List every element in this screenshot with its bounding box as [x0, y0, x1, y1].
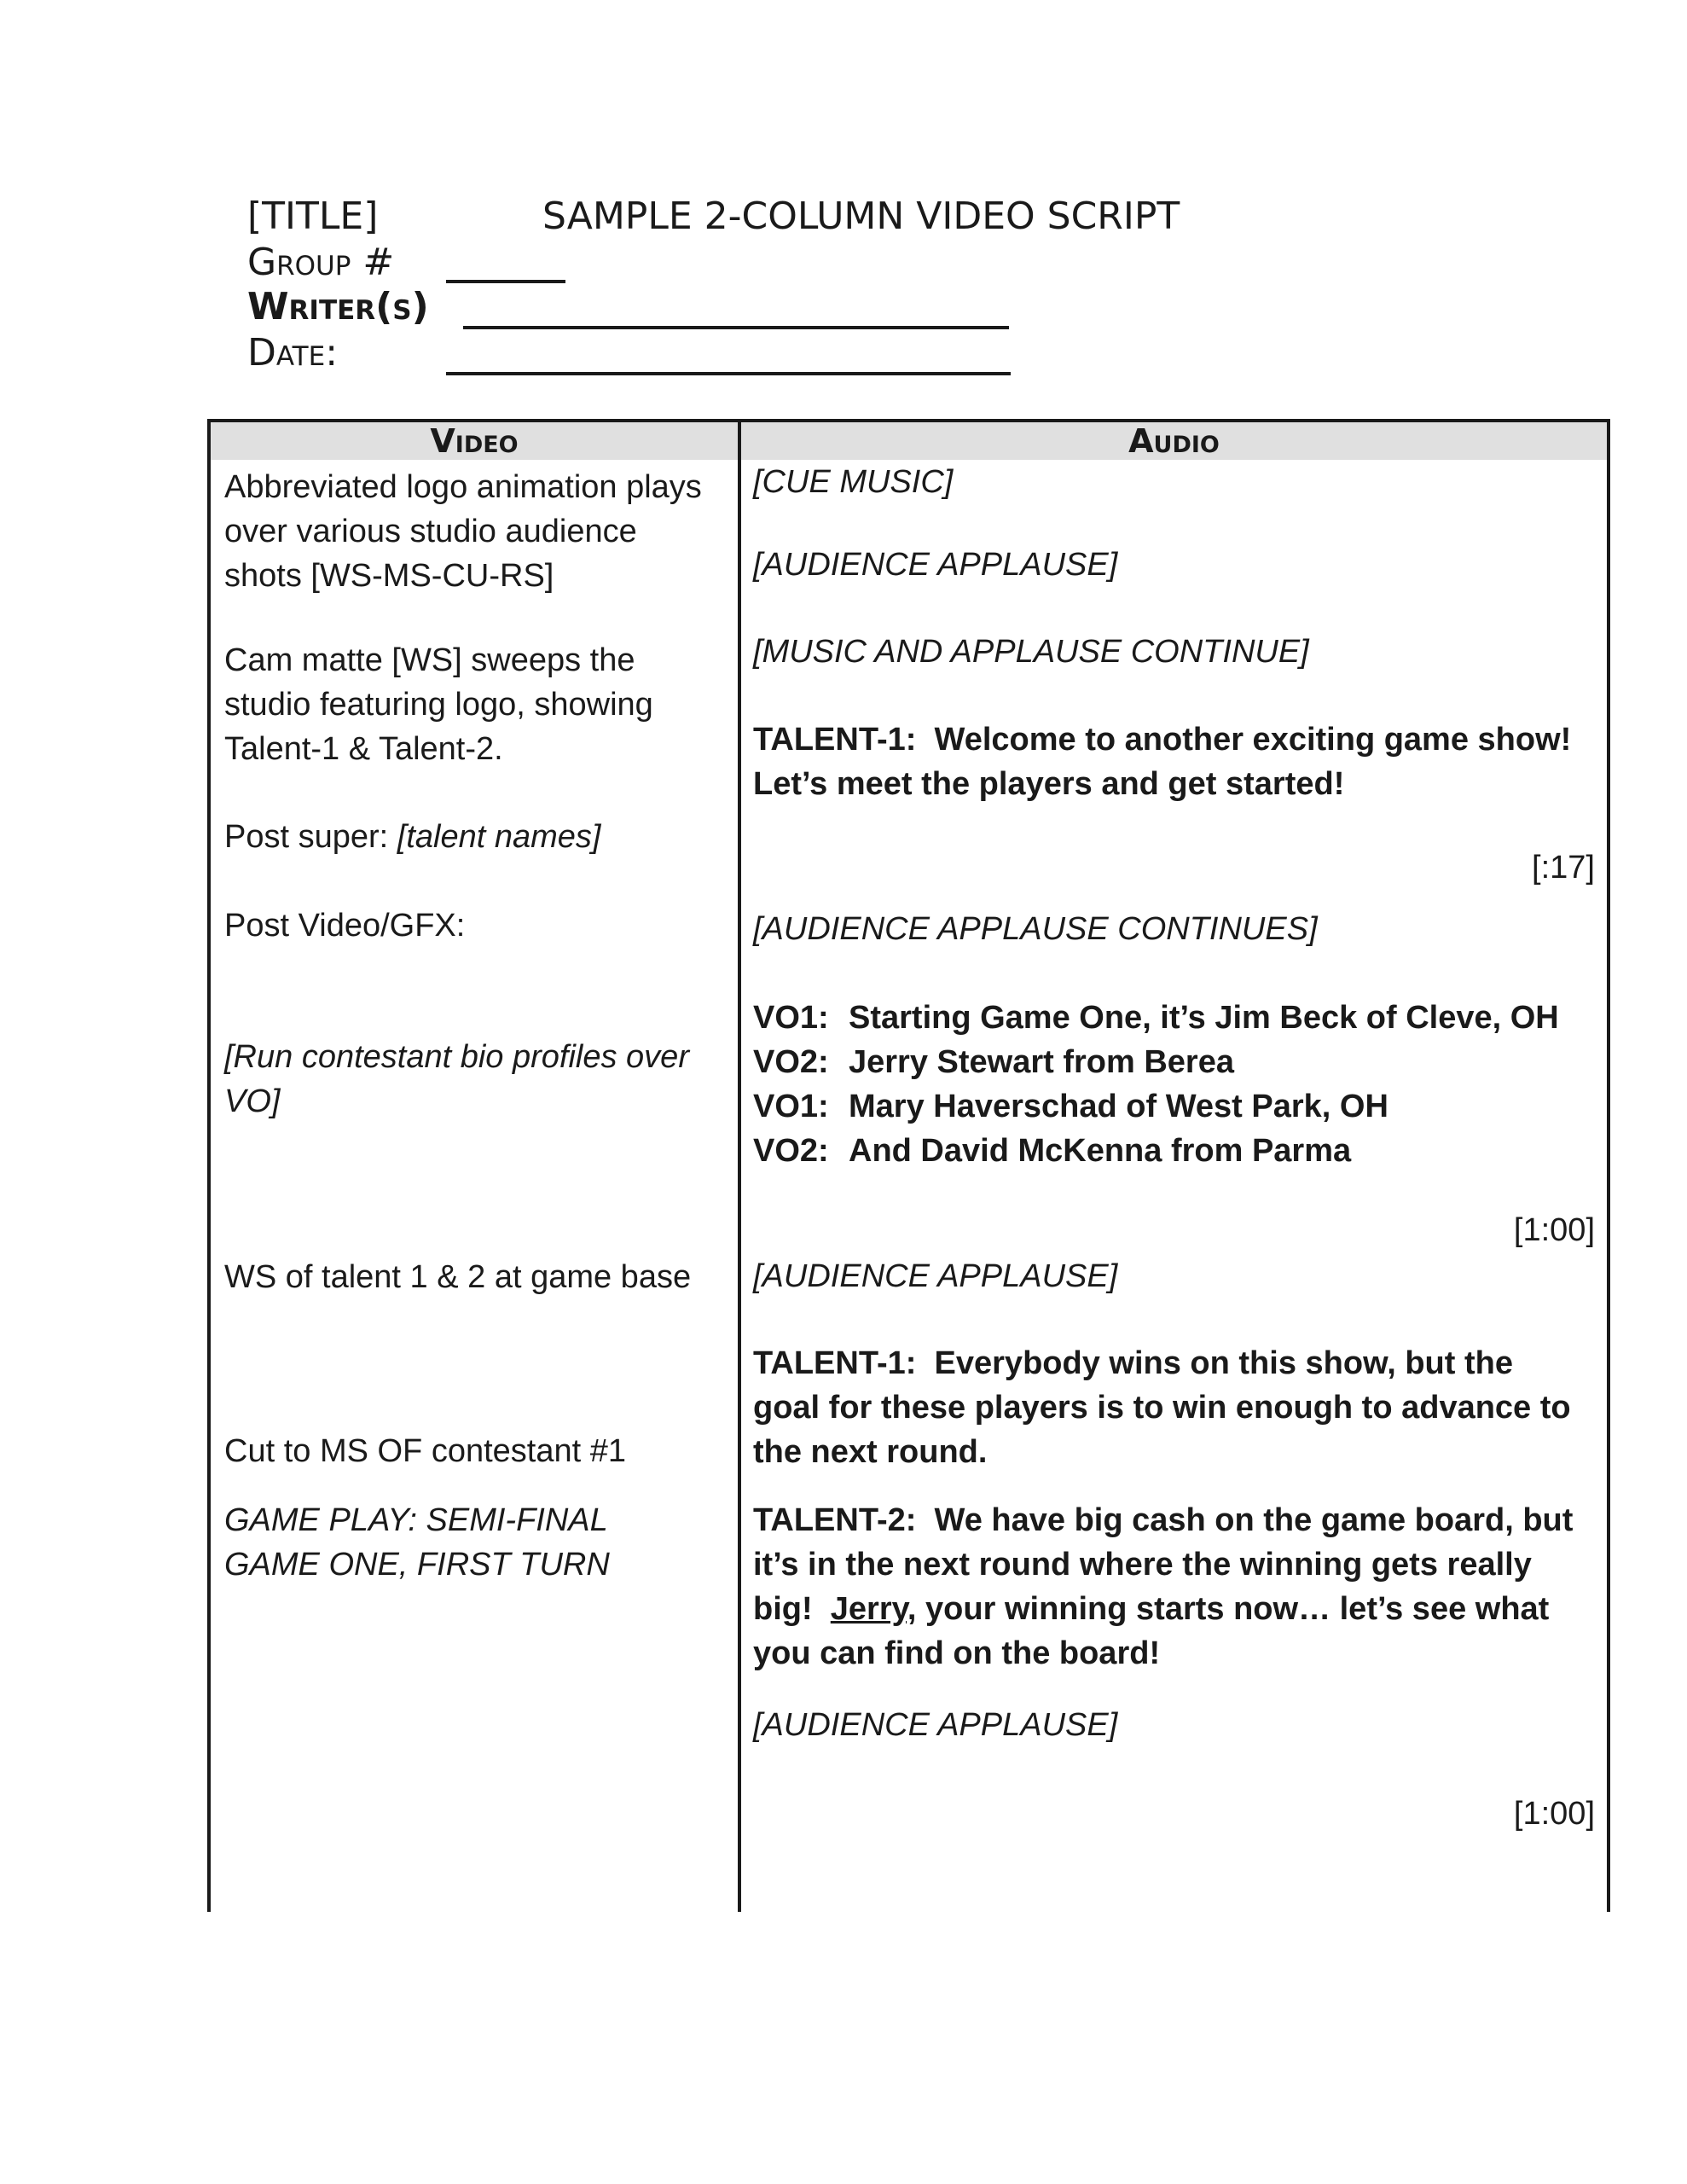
group-blank-line	[446, 280, 565, 283]
audio-talent1-everybody-wins: TALENT-1: Everybody wins on this show, but the goal for these players is to win enough to advance to the next round.	[753, 1345, 1571, 1470]
audio-timecode-2: [1:00]	[1513, 1212, 1595, 1248]
writers-label: Writer(s)	[247, 285, 429, 328]
script-table	[207, 419, 1610, 1912]
audio-applause-2: [AUDIENCE APPLAUSE]	[753, 1258, 1118, 1294]
vo-line: VO2: Jerry Stewart from Berea	[753, 1044, 1234, 1080]
video-column-header: Video	[430, 422, 519, 460]
audio-applause-3: [AUDIENCE APPLAUSE]	[753, 1707, 1118, 1743]
audio-applause-continues: [AUDIENCE APPLAUSE CONTINUES]	[753, 911, 1318, 947]
audio-music-continue: [MUSIC AND APPLAUSE CONTINUE]	[753, 634, 1309, 670]
writers-blank-line	[463, 326, 1009, 329]
group-label: Group #	[247, 241, 395, 284]
audio-timecode-3: [1:00]	[1513, 1796, 1595, 1832]
contestant-name-jerry: Jerry,	[830, 1591, 917, 1627]
table-right-border	[1607, 419, 1610, 1912]
video-ws-talent: WS of talent 1 & 2 at game base	[224, 1259, 692, 1295]
audio-timecode-1: [:17]	[1532, 850, 1595, 886]
video-bio-profiles: [Run contestant bio profiles over VO]	[224, 1039, 689, 1119]
audio-talent2-big-cash: TALENT-2: We have big cash on the game board, but it’s in the next round where the winning gets really big! Jerry, your winning starts now… let’s see what you can find on the board!	[753, 1502, 1574, 1671]
video-logo-animation: Abbreviated logo animation plays over various studio audience shots [WS-MS-CU-RS]	[224, 469, 702, 594]
video-cam-matte: Cam matte [WS] sweeps the studio featuring logo, showing Talent-1 & Talent-2.	[224, 642, 653, 767]
audio-applause-1: [AUDIENCE APPLAUSE]	[753, 547, 1118, 583]
vo-line: VO1: Mary Haverschad of West Park, OH	[753, 1089, 1388, 1124]
table-left-border	[207, 419, 211, 1912]
vo-line: VO1: Starting Game One, it’s Jim Beck of Cleve, OH	[753, 1000, 1559, 1036]
video-post-super: Post super: [talent names]	[224, 819, 601, 855]
audio-vo-block	[753, 996, 1559, 1173]
audio-cue-music: [CUE MUSIC]	[753, 464, 954, 500]
video-game-play: GAME PLAY: SEMI-FINAL GAME ONE, FIRST TURN	[224, 1502, 610, 1583]
vo-line: VO2: And David McKenna from Parma	[753, 1133, 1352, 1169]
date-label: Date:	[247, 331, 339, 375]
title-placeholder: [TITLE]	[247, 195, 379, 238]
audio-column-header: Audio	[1128, 422, 1220, 460]
video-post-gfx: Post Video/GFX:	[224, 908, 466, 944]
audio-talent1-welcome: TALENT-1: Welcome to another exciting game show! Let’s meet the players and get started!	[753, 722, 1572, 802]
date-blank-line	[446, 372, 1011, 375]
column-divider	[738, 419, 741, 1912]
document-title: SAMPLE 2-COLUMN VIDEO SCRIPT	[542, 195, 1180, 238]
video-cut-contestant: Cut to MS OF contestant #1	[224, 1433, 626, 1469]
